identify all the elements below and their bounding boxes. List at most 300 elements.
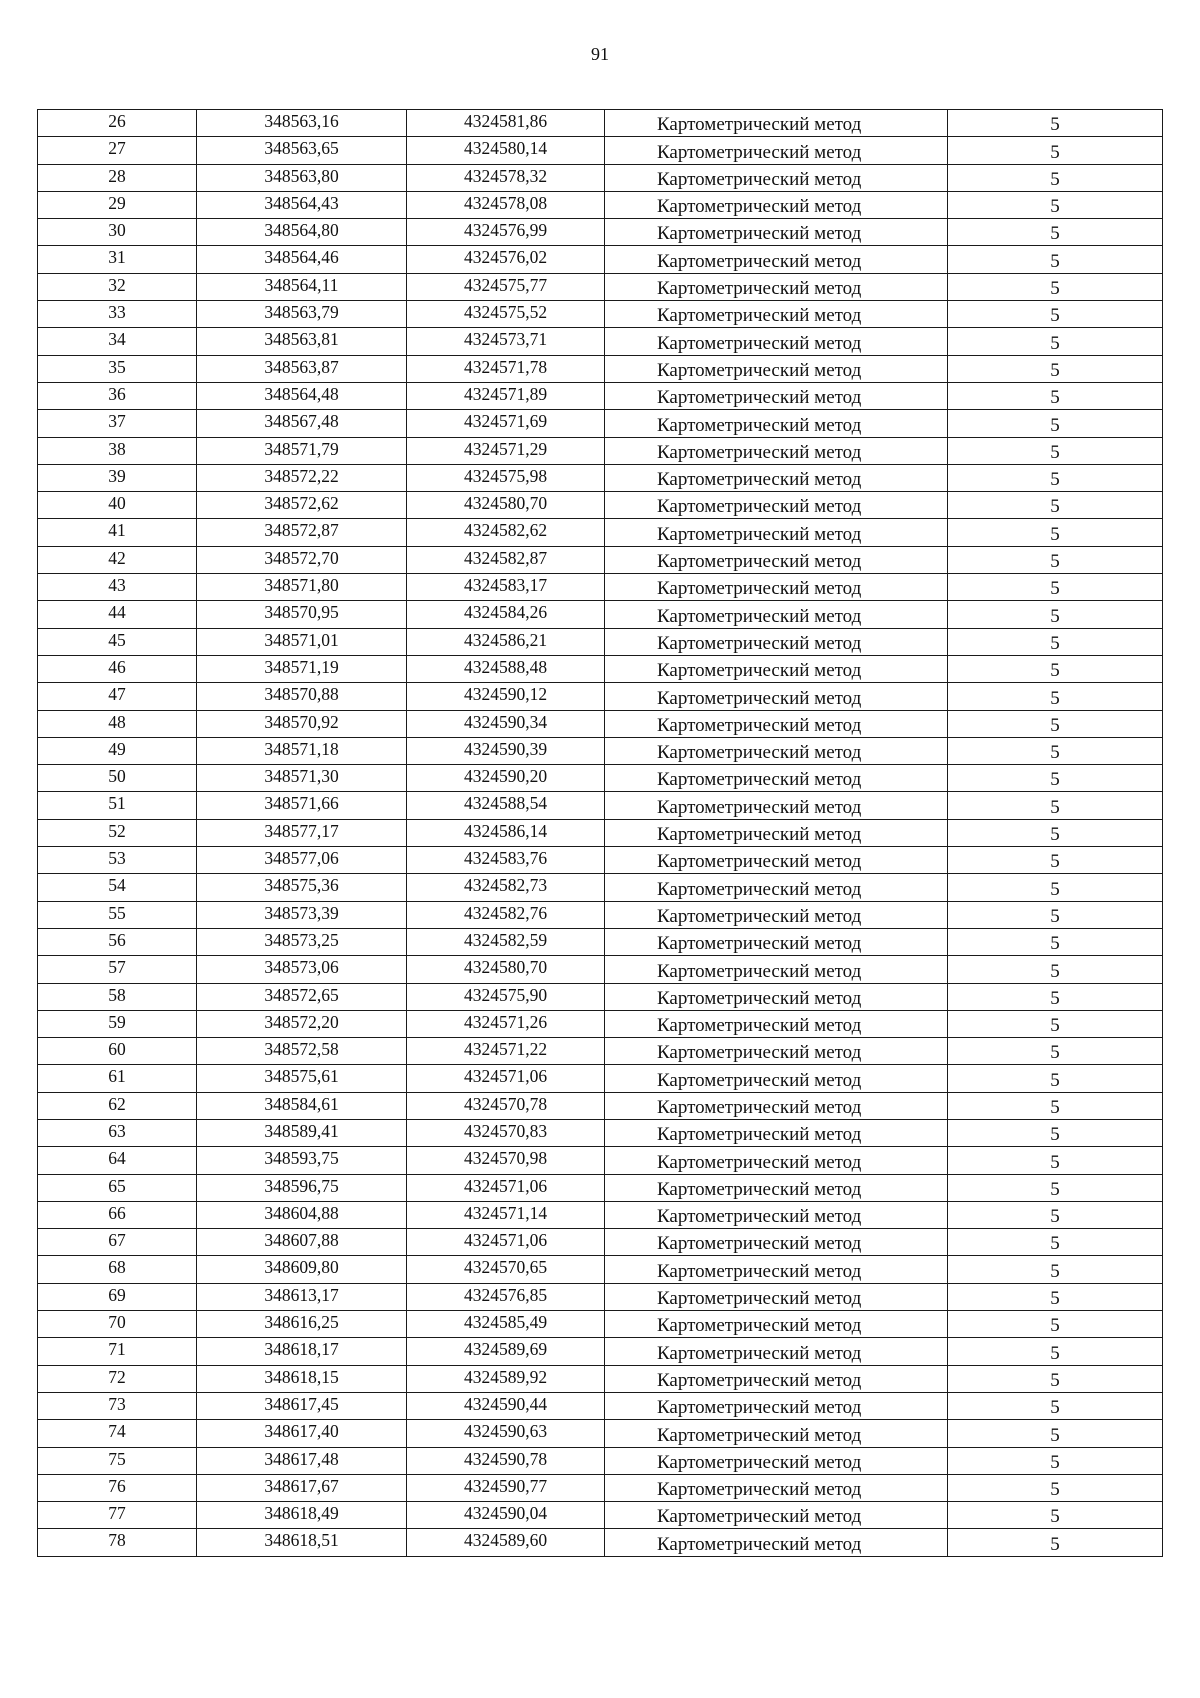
table-row (38, 355, 1163, 382)
y-coordinate-cell: 4324580,70 (407, 956, 605, 983)
point-number-cell: 50 (38, 765, 197, 792)
accuracy-cell: 5 (948, 1147, 1163, 1174)
x-coordinate-cell: 348571,66 (197, 792, 407, 819)
y-coordinate-cell: 4324583,17 (407, 574, 605, 601)
point-number-cell: 53 (38, 847, 197, 874)
x-coordinate-cell: 348564,43 (197, 191, 407, 218)
method-cell: Картометрический метод (605, 1256, 948, 1283)
x-coordinate-cell: 348572,70 (197, 546, 407, 573)
method-cell: Картометрический метод (605, 737, 948, 764)
method-cell: Картометрический метод (605, 901, 948, 928)
method-cell: Картометрический метод (605, 683, 948, 710)
accuracy-cell: 5 (948, 437, 1163, 464)
accuracy-cell: 5 (948, 710, 1163, 737)
table-row (38, 1119, 1163, 1146)
accuracy-cell: 5 (948, 519, 1163, 546)
x-coordinate-cell: 348604,88 (197, 1201, 407, 1228)
x-coordinate-cell: 348616,25 (197, 1311, 407, 1338)
y-coordinate-cell: 4324571,06 (407, 1229, 605, 1256)
method-cell: Картометрический метод (605, 655, 948, 682)
method-cell: Картометрический метод (605, 110, 948, 137)
x-coordinate-cell: 348609,80 (197, 1256, 407, 1283)
method-cell: Картометрический метод (605, 1502, 948, 1529)
x-coordinate-cell: 348563,79 (197, 301, 407, 328)
accuracy-cell: 5 (948, 1119, 1163, 1146)
table-row (38, 765, 1163, 792)
table-row (38, 710, 1163, 737)
method-cell: Картометрический метод (605, 928, 948, 955)
x-coordinate-cell: 348570,88 (197, 683, 407, 710)
x-coordinate-cell: 348596,75 (197, 1174, 407, 1201)
y-coordinate-cell: 4324578,08 (407, 191, 605, 218)
coordinates-table-body (38, 110, 1163, 1557)
point-number-cell: 72 (38, 1365, 197, 1392)
accuracy-cell: 5 (948, 1283, 1163, 1310)
x-coordinate-cell: 348564,46 (197, 246, 407, 273)
table-row (38, 1311, 1163, 1338)
point-number-cell: 57 (38, 956, 197, 983)
table-row (38, 1229, 1163, 1256)
y-coordinate-cell: 4324590,34 (407, 710, 605, 737)
x-coordinate-cell: 348567,48 (197, 410, 407, 437)
method-cell: Картометрический метод (605, 1229, 948, 1256)
accuracy-cell: 5 (948, 601, 1163, 628)
method-cell: Картометрический метод (605, 574, 948, 601)
table-row (38, 492, 1163, 519)
accuracy-cell: 5 (948, 546, 1163, 573)
table-row (38, 901, 1163, 928)
method-cell: Картометрический метод (605, 1147, 948, 1174)
x-coordinate-cell: 348573,25 (197, 928, 407, 955)
accuracy-cell: 5 (948, 819, 1163, 846)
point-number-cell: 51 (38, 792, 197, 819)
table-row (38, 164, 1163, 191)
x-coordinate-cell: 348571,30 (197, 765, 407, 792)
table-row (38, 1365, 1163, 1392)
table-row (38, 1392, 1163, 1419)
x-coordinate-cell: 348571,01 (197, 628, 407, 655)
method-cell: Картометрический метод (605, 301, 948, 328)
point-number-cell: 47 (38, 683, 197, 710)
y-coordinate-cell: 4324571,06 (407, 1065, 605, 1092)
accuracy-cell: 5 (948, 464, 1163, 491)
x-coordinate-cell: 348577,06 (197, 847, 407, 874)
y-coordinate-cell: 4324576,85 (407, 1283, 605, 1310)
table-row (38, 1147, 1163, 1174)
method-cell: Картометрический метод (605, 628, 948, 655)
x-coordinate-cell: 348617,48 (197, 1447, 407, 1474)
accuracy-cell: 5 (948, 1065, 1163, 1092)
accuracy-cell: 5 (948, 328, 1163, 355)
accuracy-cell: 5 (948, 1092, 1163, 1119)
point-number-cell: 26 (38, 110, 197, 137)
method-cell: Картометрический метод (605, 1283, 948, 1310)
method-cell: Картометрический метод (605, 874, 948, 901)
method-cell: Картометрический метод (605, 464, 948, 491)
point-number-cell: 39 (38, 464, 197, 491)
y-coordinate-cell: 4324571,26 (407, 1010, 605, 1037)
y-coordinate-cell: 4324571,78 (407, 355, 605, 382)
point-number-cell: 62 (38, 1092, 197, 1119)
point-number-cell: 33 (38, 301, 197, 328)
table-row (38, 437, 1163, 464)
point-number-cell: 37 (38, 410, 197, 437)
point-number-cell: 75 (38, 1447, 197, 1474)
y-coordinate-cell: 4324590,63 (407, 1420, 605, 1447)
method-cell: Картометрический метод (605, 137, 948, 164)
accuracy-cell: 5 (948, 273, 1163, 300)
x-coordinate-cell: 348564,48 (197, 382, 407, 409)
table-row (38, 1529, 1163, 1556)
y-coordinate-cell: 4324582,62 (407, 519, 605, 546)
point-number-cell: 40 (38, 492, 197, 519)
x-coordinate-cell: 348617,40 (197, 1420, 407, 1447)
y-coordinate-cell: 4324582,73 (407, 874, 605, 901)
table-row (38, 382, 1163, 409)
point-number-cell: 34 (38, 328, 197, 355)
table-row (38, 219, 1163, 246)
y-coordinate-cell: 4324571,29 (407, 437, 605, 464)
y-coordinate-cell: 4324590,78 (407, 1447, 605, 1474)
x-coordinate-cell: 348617,45 (197, 1392, 407, 1419)
point-number-cell: 32 (38, 273, 197, 300)
method-cell: Картометрический метод (605, 328, 948, 355)
table-row (38, 819, 1163, 846)
x-coordinate-cell: 348618,51 (197, 1529, 407, 1556)
method-cell: Картометрический метод (605, 1338, 948, 1365)
point-number-cell: 42 (38, 546, 197, 573)
x-coordinate-cell: 348563,81 (197, 328, 407, 355)
point-number-cell: 69 (38, 1283, 197, 1310)
point-number-cell: 46 (38, 655, 197, 682)
method-cell: Картометрический метод (605, 1201, 948, 1228)
table-row (38, 1338, 1163, 1365)
page-number: 91 (591, 44, 609, 64)
method-cell: Картометрический метод (605, 1311, 948, 1338)
accuracy-cell: 5 (948, 1338, 1163, 1365)
point-number-cell: 77 (38, 1502, 197, 1529)
x-coordinate-cell: 348571,19 (197, 655, 407, 682)
y-coordinate-cell: 4324570,83 (407, 1119, 605, 1146)
accuracy-cell: 5 (948, 1256, 1163, 1283)
x-coordinate-cell: 348564,80 (197, 219, 407, 246)
table-row (38, 1201, 1163, 1228)
table-row (38, 574, 1163, 601)
x-coordinate-cell: 348571,79 (197, 437, 407, 464)
point-number-cell: 56 (38, 928, 197, 955)
x-coordinate-cell: 348564,11 (197, 273, 407, 300)
accuracy-cell: 5 (948, 847, 1163, 874)
accuracy-cell: 5 (948, 901, 1163, 928)
point-number-cell: 43 (38, 574, 197, 601)
accuracy-cell: 5 (948, 1392, 1163, 1419)
x-coordinate-cell: 348573,39 (197, 901, 407, 928)
accuracy-cell: 5 (948, 219, 1163, 246)
point-number-cell: 49 (38, 737, 197, 764)
y-coordinate-cell: 4324589,69 (407, 1338, 605, 1365)
y-coordinate-cell: 4324571,06 (407, 1174, 605, 1201)
y-coordinate-cell: 4324586,21 (407, 628, 605, 655)
x-coordinate-cell: 348572,65 (197, 983, 407, 1010)
table-row (38, 1420, 1163, 1447)
y-coordinate-cell: 4324581,86 (407, 110, 605, 137)
point-number-cell: 71 (38, 1338, 197, 1365)
y-coordinate-cell: 4324570,78 (407, 1092, 605, 1119)
method-cell: Картометрический метод (605, 819, 948, 846)
y-coordinate-cell: 4324589,92 (407, 1365, 605, 1392)
x-coordinate-cell: 348572,62 (197, 492, 407, 519)
method-cell: Картометрический метод (605, 355, 948, 382)
method-cell: Картометрический метод (605, 792, 948, 819)
point-number-cell: 27 (38, 137, 197, 164)
method-cell: Картометрический метод (605, 1092, 948, 1119)
table-row (38, 874, 1163, 901)
y-coordinate-cell: 4324580,70 (407, 492, 605, 519)
x-coordinate-cell: 348575,36 (197, 874, 407, 901)
method-cell: Картометрический метод (605, 601, 948, 628)
y-coordinate-cell: 4324573,71 (407, 328, 605, 355)
table-row (38, 1065, 1163, 1092)
accuracy-cell: 5 (948, 628, 1163, 655)
y-coordinate-cell: 4324571,69 (407, 410, 605, 437)
y-coordinate-cell: 4324586,14 (407, 819, 605, 846)
table-row (38, 956, 1163, 983)
y-coordinate-cell: 4324571,89 (407, 382, 605, 409)
table-row (38, 983, 1163, 1010)
y-coordinate-cell: 4324584,26 (407, 601, 605, 628)
method-cell: Картометрический метод (605, 437, 948, 464)
point-number-cell: 58 (38, 983, 197, 1010)
y-coordinate-cell: 4324582,87 (407, 546, 605, 573)
y-coordinate-cell: 4324590,20 (407, 765, 605, 792)
table-row (38, 1174, 1163, 1201)
y-coordinate-cell: 4324582,76 (407, 901, 605, 928)
x-coordinate-cell: 348617,67 (197, 1474, 407, 1501)
table-row (38, 601, 1163, 628)
table-row (38, 1256, 1163, 1283)
x-coordinate-cell: 348571,18 (197, 737, 407, 764)
x-coordinate-cell: 348618,17 (197, 1338, 407, 1365)
method-cell: Картометрический метод (605, 1010, 948, 1037)
y-coordinate-cell: 4324571,14 (407, 1201, 605, 1228)
accuracy-cell: 5 (948, 355, 1163, 382)
point-number-cell: 44 (38, 601, 197, 628)
y-coordinate-cell: 4324590,04 (407, 1502, 605, 1529)
table-row (38, 137, 1163, 164)
table-row (38, 519, 1163, 546)
point-number-cell: 29 (38, 191, 197, 218)
point-number-cell: 28 (38, 164, 197, 191)
method-cell: Картометрический метод (605, 710, 948, 737)
x-coordinate-cell: 348571,80 (197, 574, 407, 601)
accuracy-cell: 5 (948, 1365, 1163, 1392)
method-cell: Картометрический метод (605, 847, 948, 874)
method-cell: Картометрический метод (605, 219, 948, 246)
accuracy-cell: 5 (948, 683, 1163, 710)
x-coordinate-cell: 348607,88 (197, 1229, 407, 1256)
accuracy-cell: 5 (948, 1474, 1163, 1501)
method-cell: Картометрический метод (605, 983, 948, 1010)
y-coordinate-cell: 4324589,60 (407, 1529, 605, 1556)
accuracy-cell: 5 (948, 574, 1163, 601)
accuracy-cell: 5 (948, 164, 1163, 191)
point-number-cell: 67 (38, 1229, 197, 1256)
x-coordinate-cell: 348613,17 (197, 1283, 407, 1310)
y-coordinate-cell: 4324590,44 (407, 1392, 605, 1419)
method-cell: Картометрический метод (605, 273, 948, 300)
method-cell: Картометрический метод (605, 1365, 948, 1392)
y-coordinate-cell: 4324576,99 (407, 219, 605, 246)
table-row (38, 273, 1163, 300)
x-coordinate-cell: 348572,20 (197, 1010, 407, 1037)
point-number-cell: 66 (38, 1201, 197, 1228)
point-number-cell: 73 (38, 1392, 197, 1419)
accuracy-cell: 5 (948, 1038, 1163, 1065)
point-number-cell: 41 (38, 519, 197, 546)
accuracy-cell: 5 (948, 1201, 1163, 1228)
y-coordinate-cell: 4324590,12 (407, 683, 605, 710)
accuracy-cell: 5 (948, 110, 1163, 137)
method-cell: Картометрический метод (605, 1038, 948, 1065)
table-row (38, 628, 1163, 655)
accuracy-cell: 5 (948, 1502, 1163, 1529)
table-row (38, 110, 1163, 137)
accuracy-cell: 5 (948, 874, 1163, 901)
point-number-cell: 36 (38, 382, 197, 409)
y-coordinate-cell: 4324583,76 (407, 847, 605, 874)
table-row (38, 1010, 1163, 1037)
x-coordinate-cell: 348563,16 (197, 110, 407, 137)
method-cell: Картометрический метод (605, 410, 948, 437)
y-coordinate-cell: 4324575,52 (407, 301, 605, 328)
table-row (38, 328, 1163, 355)
y-coordinate-cell: 4324575,77 (407, 273, 605, 300)
accuracy-cell: 5 (948, 382, 1163, 409)
x-coordinate-cell: 348589,41 (197, 1119, 407, 1146)
point-number-cell: 68 (38, 1256, 197, 1283)
x-coordinate-cell: 348572,22 (197, 464, 407, 491)
accuracy-cell: 5 (948, 301, 1163, 328)
point-number-cell: 59 (38, 1010, 197, 1037)
accuracy-cell: 5 (948, 1447, 1163, 1474)
point-number-cell: 48 (38, 710, 197, 737)
y-coordinate-cell: 4324570,65 (407, 1256, 605, 1283)
y-coordinate-cell: 4324590,39 (407, 737, 605, 764)
point-number-cell: 35 (38, 355, 197, 382)
point-number-cell: 78 (38, 1529, 197, 1556)
table-row (38, 1092, 1163, 1119)
method-cell: Картометрический метод (605, 765, 948, 792)
accuracy-cell: 5 (948, 956, 1163, 983)
point-number-cell: 60 (38, 1038, 197, 1065)
method-cell: Картометрический метод (605, 1392, 948, 1419)
y-coordinate-cell: 4324570,98 (407, 1147, 605, 1174)
x-coordinate-cell: 348575,61 (197, 1065, 407, 1092)
x-coordinate-cell: 348570,92 (197, 710, 407, 737)
point-number-cell: 61 (38, 1065, 197, 1092)
table-row (38, 191, 1163, 218)
table-row (38, 1447, 1163, 1474)
method-cell: Картометрический метод (605, 1529, 948, 1556)
accuracy-cell: 5 (948, 737, 1163, 764)
y-coordinate-cell: 4324590,77 (407, 1474, 605, 1501)
x-coordinate-cell: 348570,95 (197, 601, 407, 628)
point-number-cell: 38 (38, 437, 197, 464)
method-cell: Картометрический метод (605, 546, 948, 573)
point-number-cell: 52 (38, 819, 197, 846)
y-coordinate-cell: 4324575,98 (407, 464, 605, 491)
method-cell: Картометрический метод (605, 492, 948, 519)
accuracy-cell: 5 (948, 792, 1163, 819)
table-row (38, 246, 1163, 273)
point-number-cell: 76 (38, 1474, 197, 1501)
accuracy-cell: 5 (948, 1010, 1163, 1037)
accuracy-cell: 5 (948, 1229, 1163, 1256)
table-row (38, 1474, 1163, 1501)
y-coordinate-cell: 4324580,14 (407, 137, 605, 164)
y-coordinate-cell: 4324582,59 (407, 928, 605, 955)
method-cell: Картометрический метод (605, 1420, 948, 1447)
point-number-cell: 45 (38, 628, 197, 655)
accuracy-cell: 5 (948, 137, 1163, 164)
y-coordinate-cell: 4324578,32 (407, 164, 605, 191)
point-number-cell: 65 (38, 1174, 197, 1201)
point-number-cell: 63 (38, 1119, 197, 1146)
method-cell: Картометрический метод (605, 246, 948, 273)
x-coordinate-cell: 348563,65 (197, 137, 407, 164)
accuracy-cell: 5 (948, 191, 1163, 218)
coordinates-table (37, 109, 1163, 1557)
table-row (38, 464, 1163, 491)
y-coordinate-cell: 4324588,48 (407, 655, 605, 682)
accuracy-cell: 5 (948, 246, 1163, 273)
y-coordinate-cell: 4324585,49 (407, 1311, 605, 1338)
x-coordinate-cell: 348572,87 (197, 519, 407, 546)
point-number-cell: 70 (38, 1311, 197, 1338)
point-number-cell: 31 (38, 246, 197, 273)
x-coordinate-cell: 348584,61 (197, 1092, 407, 1119)
x-coordinate-cell: 348593,75 (197, 1147, 407, 1174)
point-number-cell: 74 (38, 1420, 197, 1447)
table-row (38, 410, 1163, 437)
x-coordinate-cell: 348577,17 (197, 819, 407, 846)
table-row (38, 1283, 1163, 1310)
accuracy-cell: 5 (948, 928, 1163, 955)
y-coordinate-cell: 4324588,54 (407, 792, 605, 819)
accuracy-cell: 5 (948, 1311, 1163, 1338)
x-coordinate-cell: 348618,15 (197, 1365, 407, 1392)
method-cell: Картометрический метод (605, 382, 948, 409)
method-cell: Картометрический метод (605, 1447, 948, 1474)
point-number-cell: 64 (38, 1147, 197, 1174)
point-number-cell: 55 (38, 901, 197, 928)
method-cell: Картометрический метод (605, 1119, 948, 1146)
table-row (38, 737, 1163, 764)
table-row (38, 683, 1163, 710)
table-row (38, 301, 1163, 328)
method-cell: Картометрический метод (605, 1065, 948, 1092)
method-cell: Картометрический метод (605, 519, 948, 546)
accuracy-cell: 5 (948, 1529, 1163, 1556)
method-cell: Картометрический метод (605, 191, 948, 218)
y-coordinate-cell: 4324575,90 (407, 983, 605, 1010)
x-coordinate-cell: 348572,58 (197, 1038, 407, 1065)
table-row (38, 847, 1163, 874)
x-coordinate-cell: 348618,49 (197, 1502, 407, 1529)
x-coordinate-cell: 348563,87 (197, 355, 407, 382)
point-number-cell: 54 (38, 874, 197, 901)
method-cell: Картометрический метод (605, 956, 948, 983)
